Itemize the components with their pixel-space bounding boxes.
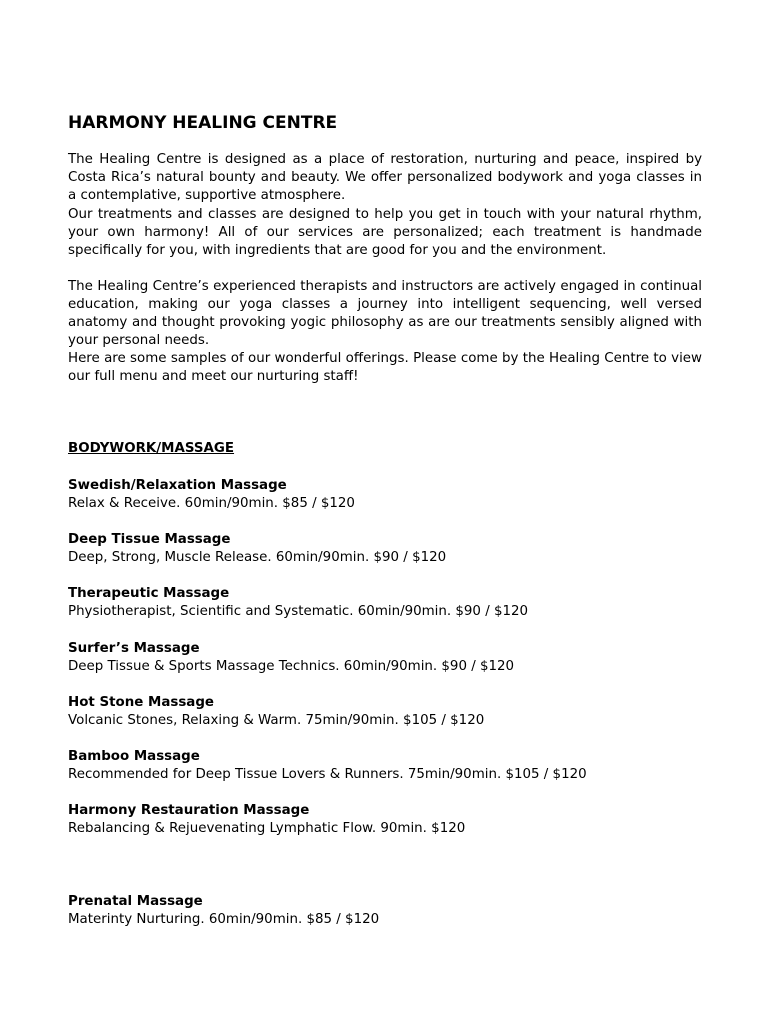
- service-item: [68, 802, 708, 838]
- service-item: [68, 893, 708, 929]
- service-description: Recommended for Deep Tissue Lovers & Runners. 75min/90min. $105 / $120: [68, 767, 587, 782]
- service-item: [68, 477, 708, 513]
- service-item: [68, 585, 708, 621]
- service-item: [68, 694, 708, 730]
- service-description: Relax & Receive. 60min/90min. $85 / $120: [68, 496, 355, 511]
- service-description: Physiotherapist, Scientific and Systematic. 60min/90min. $90 / $120: [68, 604, 529, 619]
- service-item: [68, 640, 708, 676]
- service-name: Deep Tissue Massage: [68, 532, 231, 547]
- intro-paragraph: The Healing Centre is designed as a place of restoration, nurturing and peace, inspired by Costa Rica’s natural bounty and beauty. We offer personalized bodywork and yoga classes in a contemplative, supportive atmosphere.: [68, 152, 702, 203]
- service-name: Hot Stone Massage: [68, 695, 214, 710]
- service-name: Prenatal Massage: [68, 894, 203, 909]
- service-name: Bamboo Massage: [68, 749, 200, 764]
- section-heading-bodywork: BODYWORK/MASSAGE: [68, 441, 235, 456]
- service-description: Deep, Strong, Muscle Release. 60min/90min. $90 / $120: [68, 550, 447, 565]
- service-name: Harmony Restauration Massage: [68, 803, 310, 818]
- service-item: [68, 531, 708, 567]
- service-name: Surfer’s Massage: [68, 641, 200, 656]
- service-description: Deep Tissue & Sports Massage Technics. 60min/90min. $90 / $120: [68, 659, 515, 674]
- service-name: Swedish/Relaxation Massage: [68, 478, 287, 493]
- service-name: Therapeutic Massage: [68, 586, 230, 601]
- service-description: Materinty Nurturing. 60min/90min. $85 / $120: [68, 912, 380, 927]
- treatments-paragraph: Our treatments and classes are designed to help you get in touch with your natural rhythm, your own harmony! All of our services are personalized; each treatment is handmade specifically for you, with ingredients that are good for you and the environment.: [68, 207, 702, 258]
- service-description: Volcanic Stones, Relaxing & Warm. 75min/90min. $105 / $120: [68, 713, 485, 728]
- staff-paragraph: The Healing Centre’s experienced therapists and instructors are actively engaged in continual education, making our yoga classes a journey into intelligent sequencing, well versed anatomy and thought provoking yogic philosophy as are our treatments sensibly aligned with your personal needs.: [68, 279, 702, 348]
- service-item: [68, 748, 708, 784]
- document-title: HARMONY HEALING CENTRE: [68, 113, 338, 133]
- service-description: Rebalancing & Rejuevenating Lymphatic Flow. 90min. $120: [68, 821, 466, 836]
- offerings-paragraph: Here are some samples of our wonderful offerings. Please come by the Healing Centre to view our full menu and meet our nurturing staff!: [68, 351, 702, 384]
